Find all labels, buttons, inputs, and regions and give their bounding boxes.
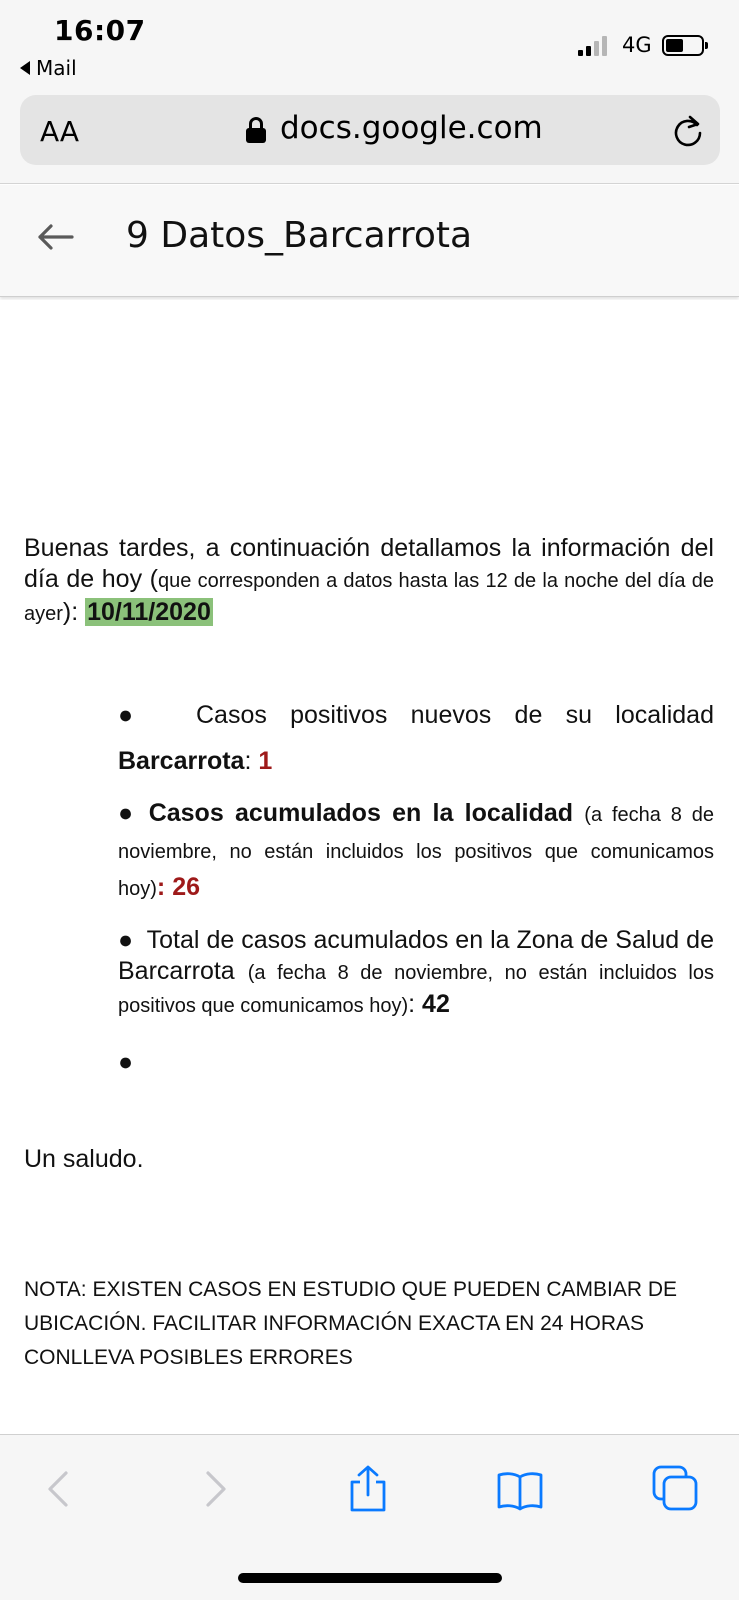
network-type: 4G	[622, 33, 652, 57]
bullet: ●	[118, 799, 138, 827]
back-to-app-button[interactable]	[20, 56, 77, 80]
browser-toolbar	[0, 1434, 739, 1600]
new-cases-value: 1	[258, 747, 273, 775]
lock-icon	[246, 117, 266, 143]
text-size-button[interactable]	[40, 115, 79, 148]
item-separator: :	[244, 747, 259, 775]
note-text: NOTA: EXISTEN CASOS EN ESTUDIO QUE PUEDEN CAMBIAR DE UBICACIÓN. FACILITAR INFORMACIÓN EXACTA EN 24 HORAS CONLLEVA POSIBLES ERRORES	[24, 1278, 678, 1369]
report-date: 10/11/2020	[87, 598, 211, 626]
list-item-empty	[118, 1048, 714, 1077]
intro-close: ):	[62, 598, 86, 626]
list-item-new-cases	[118, 692, 714, 784]
back-app-label: Mail	[36, 56, 77, 80]
document-header	[0, 185, 739, 297]
back-triangle-icon	[20, 61, 30, 75]
greeting: Un saludo.	[24, 1145, 144, 1173]
item-detail: (a fecha 8 de noviembre, no están incluidos los positivos que comunicamos hoy)	[118, 804, 714, 900]
status-bar	[0, 0, 739, 88]
text-size-label: AA	[40, 115, 80, 148]
home-indicator[interactable]	[238, 1573, 502, 1583]
intro-text: Buenas tardes, a continuación detallamos la información del día de hoy (	[24, 534, 714, 593]
url-domain[interactable]: docs.google.com	[280, 110, 543, 146]
bullet: ●	[118, 1048, 134, 1076]
back-arrow-icon[interactable]	[36, 223, 74, 251]
back-icon[interactable]	[36, 1465, 84, 1513]
item-separator: :	[408, 990, 423, 1018]
bullet: ●	[118, 701, 150, 729]
address-bar[interactable]	[20, 95, 720, 165]
accumulated-cases-value: 26	[172, 873, 200, 901]
document-title: 9 Datos_Barcarrota	[126, 215, 473, 256]
list-item-accumulated-cases	[118, 796, 714, 907]
tabs-icon[interactable]	[652, 1465, 700, 1513]
signal-strength-icon	[578, 36, 607, 56]
status-time: 16:07	[54, 14, 146, 47]
address-bar-area	[0, 88, 739, 184]
reload-icon[interactable]	[670, 113, 706, 149]
item-detail: (a fecha 8 de noviembre, no están incluidos los positivos que comunicamos hoy)	[118, 962, 714, 1017]
item-text: Total de casos acumulados en la Zona de Salud de Barcarrota	[118, 926, 714, 985]
list-item-zone-total	[118, 925, 714, 1022]
item-text: Casos acumulados en la localidad	[148, 799, 574, 827]
document-body	[0, 300, 739, 1434]
intro-detail: que corresponden a datos hasta las 12 de la noche del día de ayer	[24, 570, 715, 625]
bullet: ●	[118, 926, 134, 954]
item-text: Casos positivos nuevos de su localidad	[195, 701, 714, 729]
item-separator: :	[156, 873, 173, 901]
bookmarks-icon[interactable]	[496, 1465, 544, 1513]
share-icon[interactable]	[344, 1465, 392, 1513]
item-place: Barcarrota	[118, 747, 245, 775]
battery-icon	[662, 35, 704, 56]
zone-total-value: 42	[422, 990, 450, 1018]
forward-icon[interactable]	[190, 1465, 238, 1513]
intro-paragraph	[24, 533, 714, 630]
